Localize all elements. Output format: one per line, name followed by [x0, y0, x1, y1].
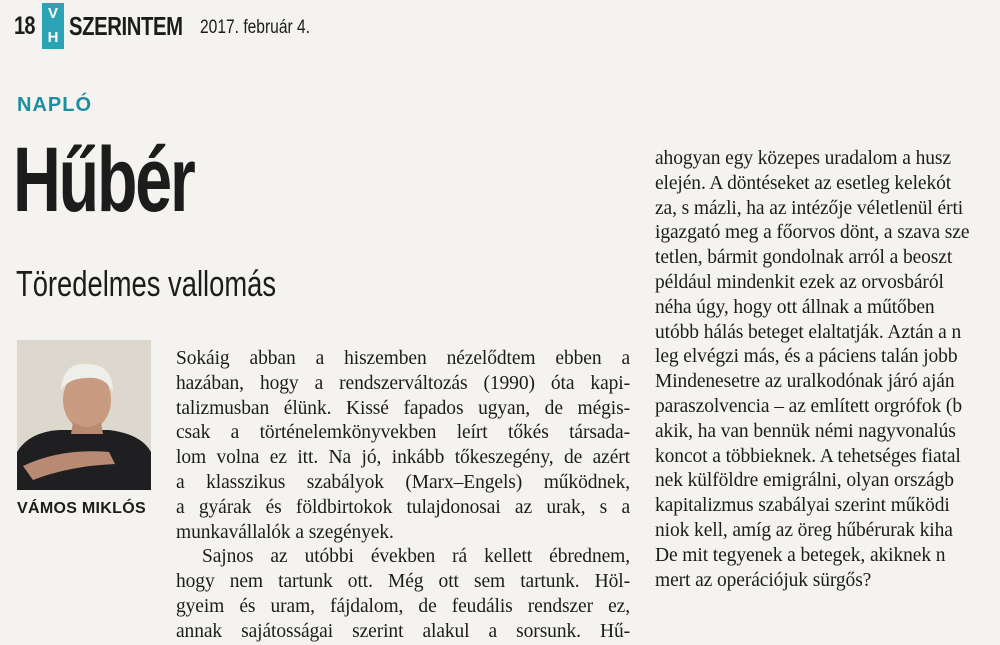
- text-line: leg elvégzi más, és a páciens talán jobb: [655, 346, 958, 368]
- text-line: csak a történelemkönyvekben leírt tőkés társada-: [176, 422, 630, 444]
- article-column-2: [655, 147, 1000, 593]
- text-line: annak sajátosságai szerint alakul a sorsunk. Hű-: [176, 620, 630, 642]
- text-line: például mindenkit ezek az orvosbáról: [655, 271, 944, 293]
- page-header: [14, 2, 215, 50]
- text-line: De mit tegyenek a betegek, akiknek n: [655, 544, 946, 566]
- author-photo: [17, 340, 151, 490]
- text-line: Sajnos az utóbbi években rá kellett ébrednem,: [202, 546, 630, 568]
- text-line: Mindenesetre az uralkodónak járó aján: [655, 371, 955, 393]
- article-subheadline: Töredelmes vallomás: [16, 263, 277, 304]
- author-portrait-image: [17, 340, 151, 490]
- text-line: niok kell, amíg az öreg hűbérurak kiha: [655, 519, 953, 541]
- text-line: ahogyan egy közepes uradalom a husz: [655, 148, 951, 169]
- text-line: koncot a többieknek. A tehetséges fiatal: [655, 445, 961, 467]
- logo-letter-top: V: [47, 5, 58, 22]
- text-line: elején. A döntéseket az esetleg kelekót: [655, 172, 952, 194]
- article-headline: Hűbér: [13, 129, 194, 231]
- text-line: néha úgy, hogy ott állnak a műtőben: [655, 296, 935, 318]
- paragraph-3: [655, 147, 1000, 593]
- text-line: akik, ha van bennük némi nagyvonalús: [655, 420, 956, 442]
- text-line: paraszolvencia – az említett orgrófok (b: [655, 395, 962, 417]
- text-line: nek külföldre emigrálni, olyan országb: [655, 470, 954, 492]
- text-line: a gyárak és földbirtokok tulajdonosai az urak, s a: [176, 496, 630, 518]
- text-line: a klasszikus szabályok (Marx–Engels) működnek,: [176, 471, 630, 493]
- text-line: utóbb hálás beteget elaltatják. Aztán a n: [655, 321, 962, 343]
- text-line: lom volna ez itt. Na jó, inkább tőkeszegény, de azért: [176, 447, 630, 469]
- text-line: gyeim és uram, fájdalom, de feudális rendszer ez,: [176, 595, 630, 617]
- section-name: SZERINTEM: [69, 10, 183, 41]
- text-line: hogy nem tartunk ott. Még ott sem tartunk. Höl-: [176, 571, 630, 593]
- text-line: za, s mázli, ha az intézője véletlenül érti: [655, 197, 964, 219]
- text-line: kapitalizmus szabályai szerint működi: [655, 495, 950, 517]
- paragraph-2: [176, 545, 630, 644]
- text-line: tetlen, bármit gondolnak arról a beoszt: [655, 247, 953, 269]
- text-line: igazgató meg a főorvos dönt, a szava sze: [655, 222, 970, 244]
- rubric-label: NAPLÓ: [17, 94, 92, 116]
- author-name: VÁMOS MIKLÓS: [17, 500, 146, 517]
- text-line: munkavállalók a szegények.: [176, 521, 394, 543]
- logo-letter-bottom: H: [47, 29, 59, 46]
- text-line: hazában, hogy a rendszerváltozás (1990) óta kapi-: [176, 372, 630, 394]
- text-line: mert az operációjuk sürgős?: [655, 569, 872, 591]
- page-number: 18: [14, 11, 35, 40]
- issue-date: 2017. február 4.: [200, 17, 311, 38]
- paragraph-1: [176, 347, 630, 545]
- newspaper-logo: [42, 3, 64, 49]
- text-line: talizmusban élünk. Kissé fapados ugyan, de mégis-: [176, 397, 630, 419]
- article-column-1: [176, 347, 630, 645]
- text-line: Sokáig abban a hiszemben nézelődtem ebben a: [176, 348, 630, 369]
